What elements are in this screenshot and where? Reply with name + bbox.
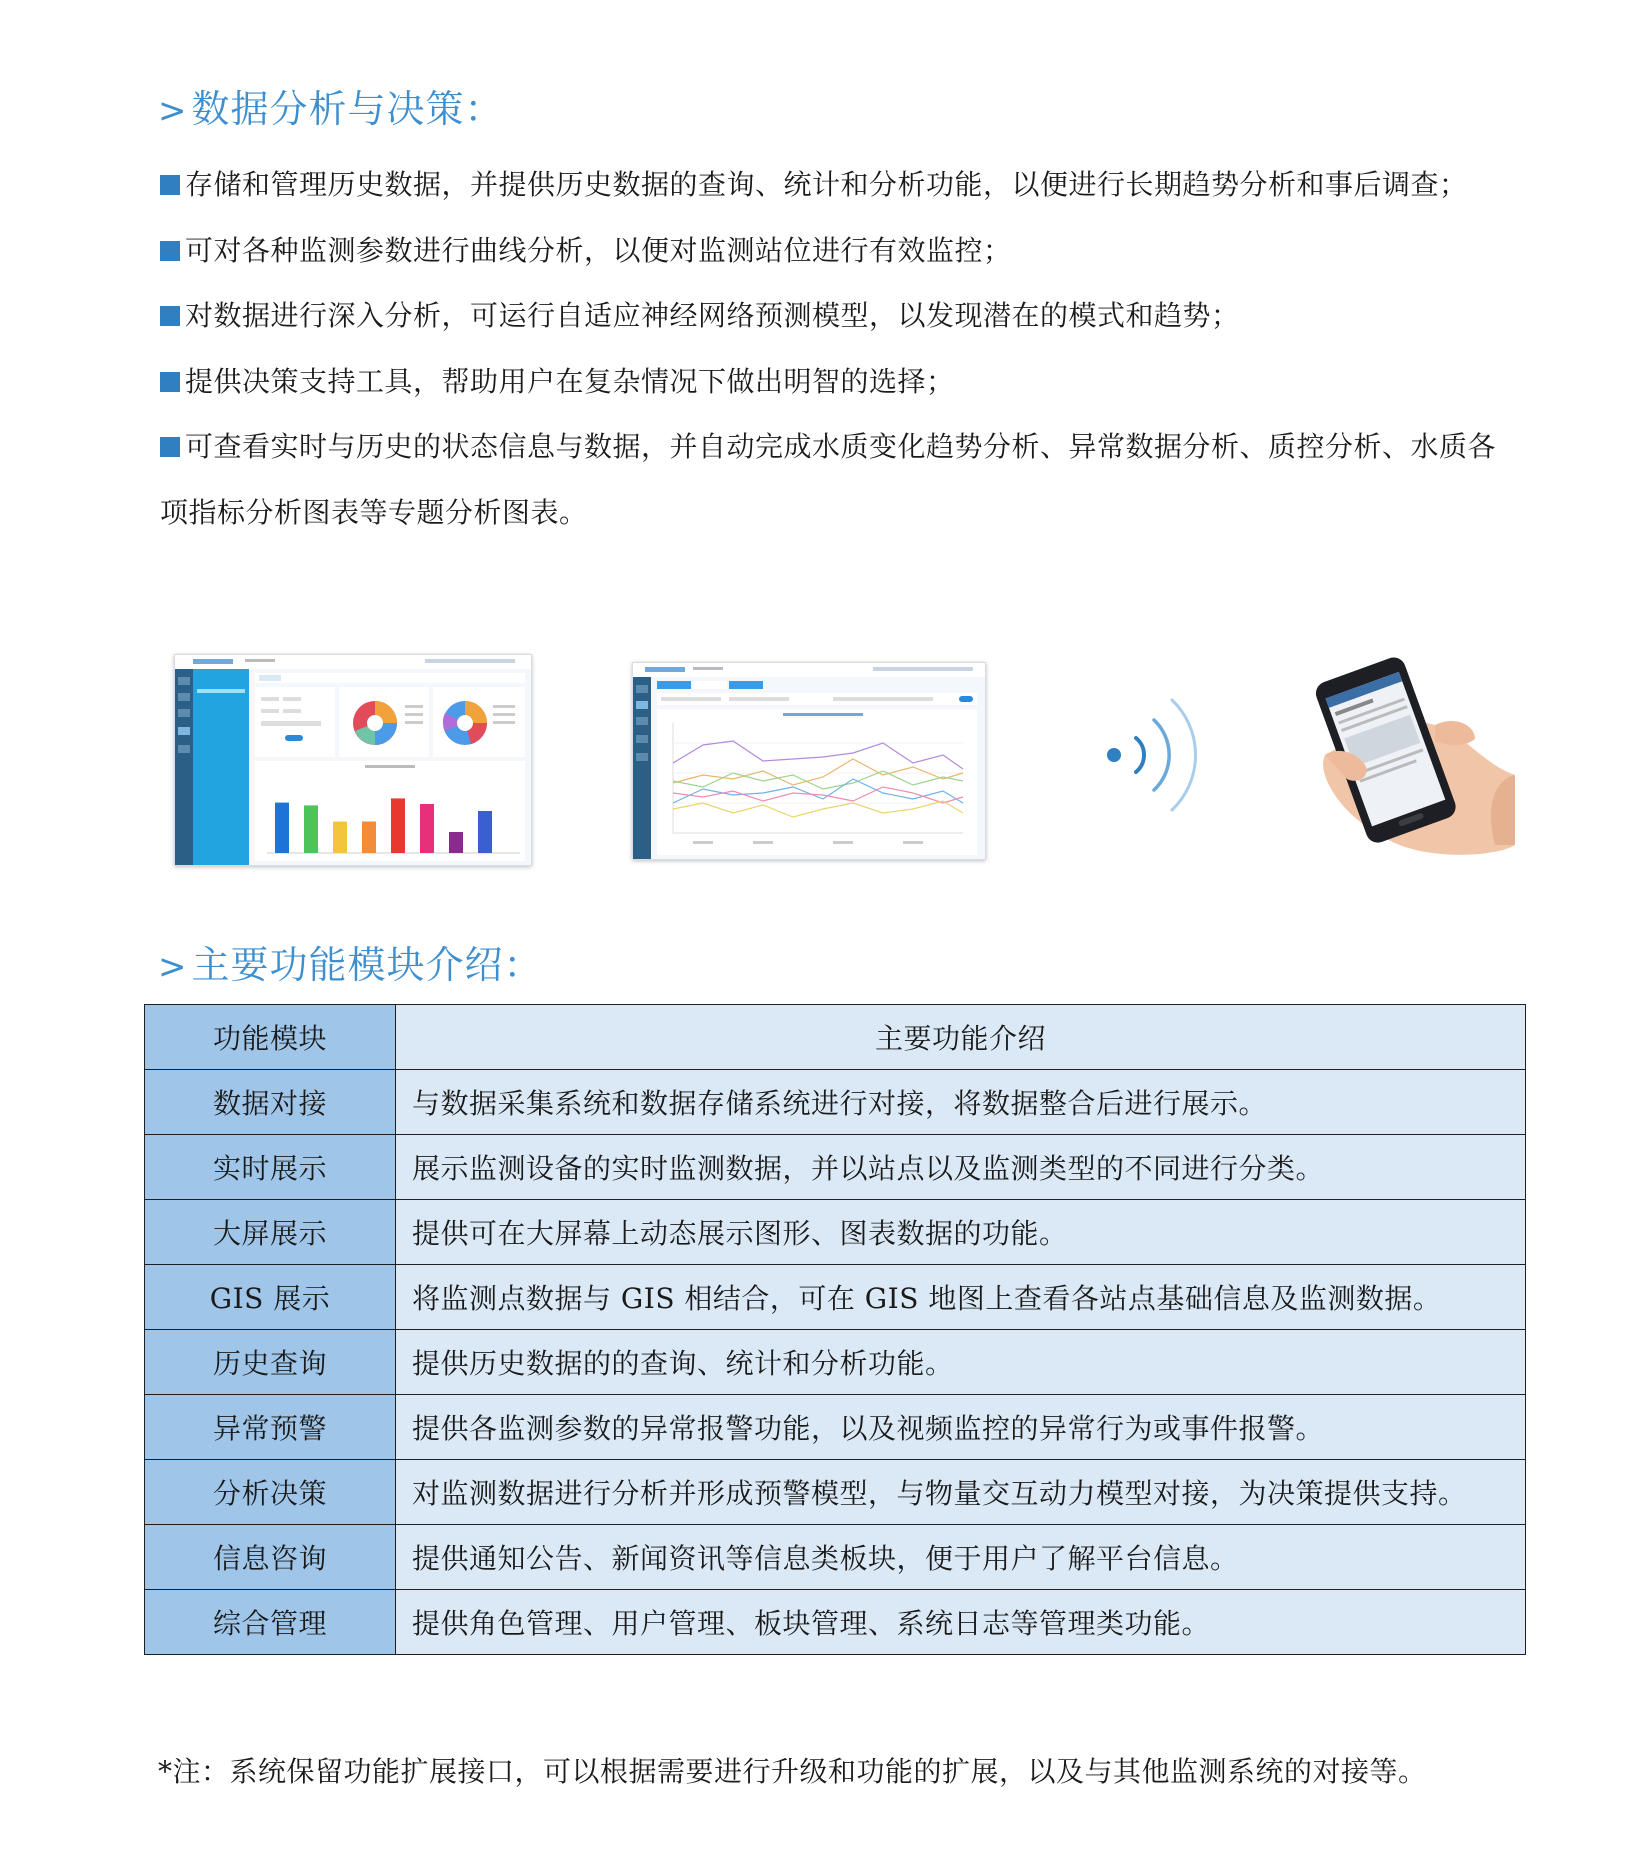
table-row	[145, 1265, 1526, 1330]
dashboard-illustration	[175, 655, 531, 865]
module-name-cell: 异常预警	[145, 1395, 396, 1460]
wireless-signal-icon	[1100, 680, 1220, 830]
module-name-cell: 历史查询	[145, 1330, 396, 1395]
module-name-cell: 信息咨询	[145, 1525, 396, 1590]
module-name-cell: GIS 展示	[145, 1265, 396, 1330]
bar-mark	[478, 811, 492, 853]
square-bullet-icon	[160, 306, 180, 326]
table-row	[145, 1395, 1526, 1460]
module-name-cell: 实时展示	[145, 1135, 396, 1200]
table-row	[145, 1135, 1526, 1200]
bar-mark	[304, 805, 318, 853]
dashboard-screenshot-image	[174, 654, 532, 866]
module-description-cell: 提供角色管理、用户管理、板块管理、系统日志等管理类功能。	[396, 1590, 1526, 1655]
module-name-cell: 大屏展示	[145, 1200, 396, 1265]
bullet-item: 对数据进行深入分析，可运行自适应神经网络预测模型，以发现潜在的模式和趋势；	[160, 283, 1520, 349]
table-row	[145, 1330, 1526, 1395]
square-bullet-icon	[160, 372, 180, 392]
bar-mark	[391, 798, 405, 853]
function-module-table	[144, 1004, 1526, 1655]
table-header-row	[145, 1005, 1526, 1070]
module-description-cell: 提供各监测参数的异常报警功能，以及视频监控的异常行为或事件报警。	[396, 1395, 1526, 1460]
line-chart-screenshot-image	[632, 662, 986, 860]
chevron-right-icon: >	[158, 91, 188, 131]
module-description-cell: 将监测点数据与 GIS 相结合，可在 GIS 地图上查看各站点基础信息及监测数据。	[396, 1265, 1526, 1330]
bullet-item: 可查看实时与历史的状态信息与数据，并自动完成水质变化趋势分析、异常数据分析、质控分析、水质各项指标分析图表等专题分析图表。	[160, 430, 1497, 529]
section-title: 数据分析与决策：	[191, 87, 504, 131]
line-chart-illustration	[633, 663, 985, 859]
feature-bullet-list	[160, 152, 1520, 545]
bullet-item: 存储和管理历史数据，并提供历史数据的查询、统计和分析功能，以便进行长期趋势分析和事后调查；	[160, 152, 1520, 218]
section-heading-modules	[158, 934, 543, 989]
module-description-cell: 提供可在大屏幕上动态展示图形、图表数据的功能。	[396, 1200, 1526, 1265]
footnote: *注：系统保留功能扩展接口，可以根据需要进行升级和功能的扩展，以及与其他监测系统的对接等。	[158, 1755, 1427, 1788]
section-title: 主要功能模块介绍：	[191, 943, 543, 987]
bar-mark	[420, 804, 434, 853]
table-row	[145, 1590, 1526, 1655]
table-row	[145, 1460, 1526, 1525]
bar-mark	[333, 822, 347, 854]
bar-mark	[362, 822, 376, 854]
table-row	[145, 1200, 1526, 1265]
bar-mark	[449, 832, 463, 853]
module-description-cell: 展示监测设备的实时监测数据，并以站点以及监测类型的不同进行分类。	[396, 1135, 1526, 1200]
module-description-cell: 提供历史数据的的查询、统计和分析功能。	[396, 1330, 1526, 1395]
square-bullet-icon	[160, 175, 180, 195]
column-header-module: 功能模块	[145, 1005, 396, 1070]
module-description-cell: 与数据采集系统和数据存储系统进行对接，将数据整合后进行展示。	[396, 1070, 1526, 1135]
table-row	[145, 1525, 1526, 1590]
square-bullet-icon	[160, 241, 180, 261]
module-name-cell: 综合管理	[145, 1590, 396, 1655]
bullet-item: 可对各种监测参数进行曲线分析，以便对监测站位进行有效监控；	[160, 218, 1520, 284]
hand-holding-phone-image	[1285, 655, 1515, 860]
section-heading-analysis	[158, 78, 504, 133]
module-name-cell: 数据对接	[145, 1070, 396, 1135]
column-header-description: 主要功能介绍	[396, 1005, 1526, 1070]
bar-mark	[275, 803, 289, 853]
chevron-right-icon: >	[158, 947, 188, 987]
square-bullet-icon	[160, 437, 180, 457]
bullet-item: 提供决策支持工具，帮助用户在复杂情况下做出明智的选择；	[160, 349, 1520, 415]
module-description-cell: 对监测数据进行分析并形成预警模型，与物量交互动力模型对接，为决策提供支持。	[396, 1460, 1526, 1525]
module-description-cell: 提供通知公告、新闻资讯等信息类板块，便于用户了解平台信息。	[396, 1525, 1526, 1590]
module-name-cell: 分析决策	[145, 1460, 396, 1525]
table-row	[145, 1070, 1526, 1135]
